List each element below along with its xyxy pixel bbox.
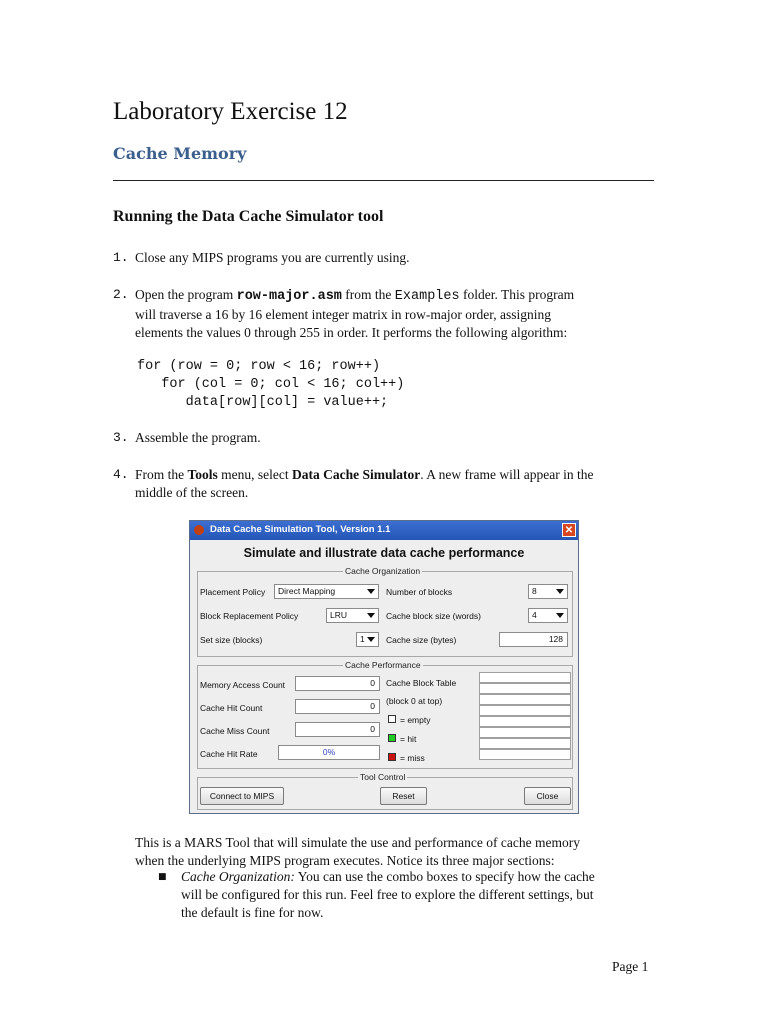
section-heading: Running the Data Cache Simulator tool xyxy=(113,208,384,225)
step-text xyxy=(135,466,660,502)
step-text: Assemble the program. xyxy=(135,430,261,445)
cache-hit-rate-label: Cache Hit Rate xyxy=(200,749,258,759)
window-close-button[interactable]: ✕ xyxy=(562,523,576,537)
cache-size-label: Cache size (bytes) xyxy=(386,635,457,645)
number-of-blocks-label: Number of blocks xyxy=(386,587,453,597)
miss-swatch xyxy=(388,753,396,761)
code-folder: Examples xyxy=(394,289,460,304)
text-run: the default is fine for now. xyxy=(181,905,324,920)
bullet-icon: ■ xyxy=(158,872,167,882)
step-text: Close any MIPS programs you are currently using. xyxy=(135,250,410,265)
text-run: folder. This program xyxy=(459,287,575,302)
cache-hit-rate-bar: 0% xyxy=(278,745,380,760)
legend-empty: = empty xyxy=(400,715,431,725)
text-run: menu, select xyxy=(217,467,293,482)
memory-access-field: 0 xyxy=(295,676,380,691)
reset-button[interactable]: Reset xyxy=(380,787,427,805)
select-value: Direct Mapping xyxy=(278,586,336,596)
step-text xyxy=(135,286,660,342)
step-number: 3. xyxy=(113,430,129,445)
text-run: middle of the screen. xyxy=(135,485,249,500)
step-number: 4. xyxy=(113,467,129,482)
code-line: for (col = 0; col < 16; col++) xyxy=(137,377,405,392)
select-value: 4 xyxy=(532,610,537,620)
block-size-select[interactable] xyxy=(528,608,568,623)
cache-size-field: 128 xyxy=(499,632,568,647)
select-value: LRU xyxy=(330,610,348,620)
code-line: for (row = 0; row < 16; row++) xyxy=(137,359,381,374)
select-value: 8 xyxy=(532,586,537,596)
text-run: From the xyxy=(135,467,188,482)
chevron-down-icon xyxy=(367,637,375,642)
step-number: 2. xyxy=(113,287,129,302)
cache-hit-count-label: Cache Hit Count xyxy=(200,703,263,713)
legend-hit: = hit xyxy=(400,734,417,744)
placement-policy-select[interactable] xyxy=(274,584,379,599)
empty-swatch xyxy=(388,715,396,723)
text-run: from the xyxy=(341,287,395,302)
window-title: Data Cache Simulation Tool, Version 1.1 xyxy=(210,524,391,535)
placement-policy-label: Placement Policy xyxy=(200,587,266,597)
text-run: will be configured for this run. Feel free to explore the different settings, but xyxy=(181,887,594,902)
text-run: elements the values 0 through 255 in order. It performs the following algorithm: xyxy=(135,325,568,340)
cache-block-row xyxy=(479,672,571,683)
text-run: when the underlying MIPS program executes. Notice its three major sections: xyxy=(135,853,555,868)
group-label: Cache Organization xyxy=(345,566,421,576)
tool-heading: Simulate and illustrate data cache performance xyxy=(243,546,525,560)
cache-block-row xyxy=(479,749,571,760)
cache-block-row xyxy=(479,716,571,727)
cache-miss-count-field: 0 xyxy=(295,722,380,737)
text-run: You can use the combo boxes to specify how the cache xyxy=(294,869,595,884)
app-icon xyxy=(194,525,204,535)
chevron-down-icon xyxy=(367,589,375,594)
text-run: Open the program xyxy=(135,287,237,302)
page-subtitle: Cache Memory xyxy=(113,144,247,163)
connect-to-mips-button[interactable]: Connect to MIPS xyxy=(200,787,284,805)
cache-miss-count-label: Cache Miss Count xyxy=(200,726,270,736)
title-divider xyxy=(113,180,654,181)
page-number: Page 1 xyxy=(612,959,649,974)
text-run: . A new frame will appear in the xyxy=(420,467,594,482)
text-run: will traverse a 16 by 16 element integer matrix in row-major order, assigning xyxy=(135,307,551,322)
set-size-label: Set size (blocks) xyxy=(200,635,263,645)
step-number: 1. xyxy=(113,250,129,265)
set-size-select[interactable] xyxy=(356,632,379,647)
cache-simulator-window xyxy=(189,520,579,814)
cache-block-table-sublabel: (block 0 at top) xyxy=(386,696,443,706)
code-line: data[row][col] = value++; xyxy=(137,395,389,410)
menu-name: Tools xyxy=(187,467,218,482)
block-size-label: Cache block size (words) xyxy=(386,611,481,621)
cache-block-row xyxy=(479,694,571,705)
page-title: Laboratory Exercise 12 xyxy=(113,98,348,125)
chevron-down-icon xyxy=(556,589,564,594)
legend-miss: = miss xyxy=(400,753,425,763)
bullet-term: Cache Organization: xyxy=(181,869,295,884)
bullet-text xyxy=(181,868,661,922)
code-filename: row-major.asm xyxy=(236,289,342,304)
cache-block-table-label: Cache Block Table xyxy=(386,678,457,688)
window-titlebar[interactable] xyxy=(190,521,578,540)
menu-item-name: Data Cache Simulator xyxy=(292,467,421,482)
cache-block-row xyxy=(479,727,571,738)
replacement-policy-select[interactable] xyxy=(326,608,379,623)
memory-access-label: Memory Access Count xyxy=(200,680,286,690)
chevron-down-icon xyxy=(367,613,375,618)
cache-block-row xyxy=(479,705,571,716)
hit-swatch xyxy=(388,734,396,742)
body-paragraph xyxy=(135,834,660,870)
group-label: Tool Control xyxy=(360,772,406,782)
group-label: Cache Performance xyxy=(345,660,421,670)
cache-block-row xyxy=(479,683,571,694)
replacement-policy-label: Block Replacement Policy xyxy=(200,611,299,621)
number-of-blocks-select[interactable] xyxy=(528,584,568,599)
cache-hit-count-field: 0 xyxy=(295,699,380,714)
cache-block-row xyxy=(479,738,571,749)
select-value: 1 xyxy=(360,634,365,644)
close-button[interactable]: Close xyxy=(524,787,571,805)
chevron-down-icon xyxy=(556,613,564,618)
text-run: This is a MARS Tool that will simulate the use and performance of cache memory xyxy=(135,835,580,850)
